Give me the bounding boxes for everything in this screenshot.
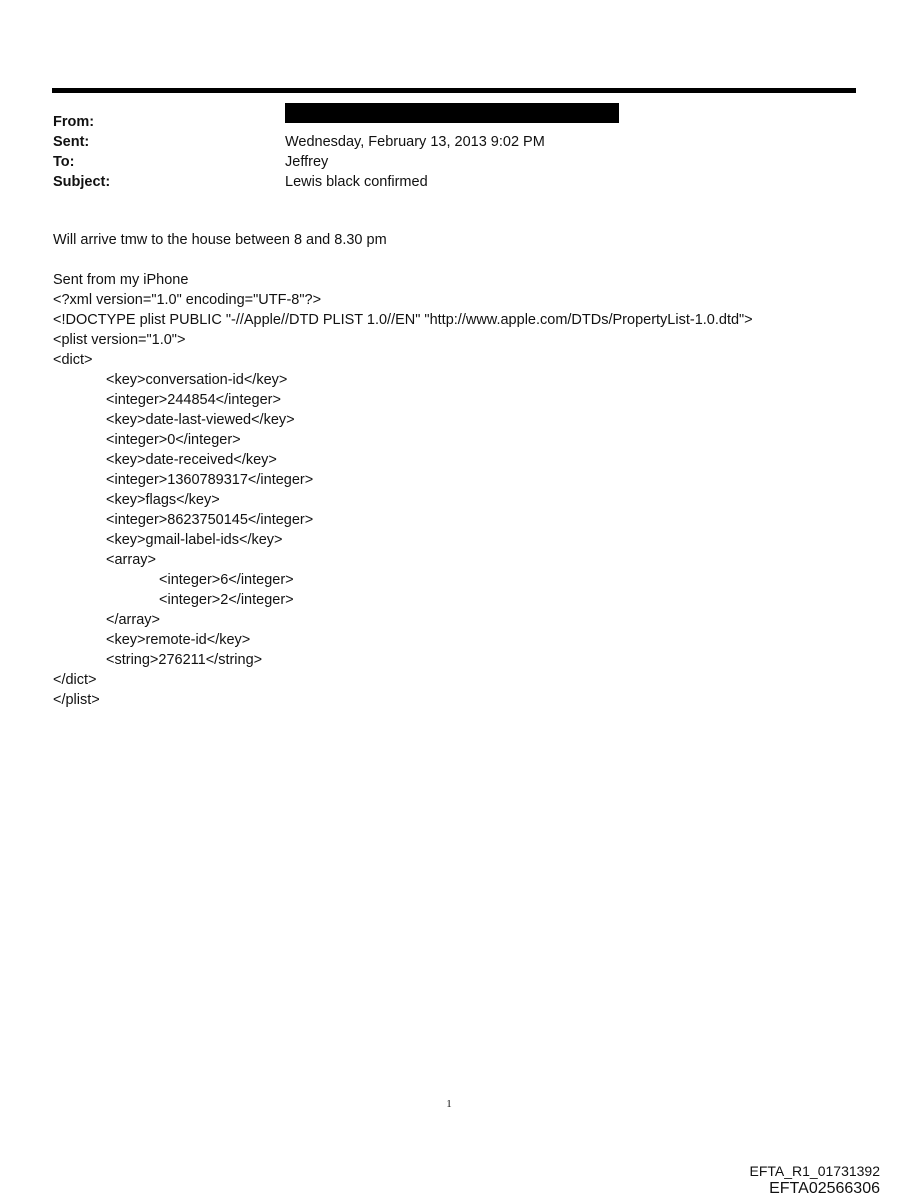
- message-text: Will arrive tmw to the house between 8 and 8.30 pm: [53, 232, 387, 248]
- xml-line: <integer>6</integer>: [159, 572, 294, 588]
- xml-line: <integer>2</integer>: [159, 592, 294, 608]
- xml-line: <string>276211</string>: [106, 652, 263, 668]
- sent-label: Sent:: [53, 134, 90, 150]
- header-rule: [52, 88, 856, 93]
- from-label: From:: [53, 114, 95, 130]
- xml-line: </dict>: [53, 672, 97, 688]
- sent-row: [53, 130, 853, 150]
- bates-stamp-secondary: EFTA02566306: [769, 1180, 880, 1197]
- subject-value: Lewis black confirmed: [285, 174, 428, 190]
- email-body: [53, 230, 853, 710]
- xml-line: <integer>244854</integer>: [106, 392, 281, 408]
- sent-value: Wednesday, February 13, 2013 9:02 PM: [285, 134, 545, 150]
- xml-line: <key>conversation-id</key>: [106, 372, 288, 388]
- from-value: [285, 106, 853, 130]
- from-row: [53, 110, 853, 130]
- xml-line: <key>flags</key>: [106, 492, 220, 508]
- xml-line: <key>remote-id</key>: [106, 632, 251, 648]
- xml-line: </array>: [106, 612, 160, 628]
- xml-line: <array>: [106, 552, 156, 568]
- xml-line: <key>date-last-viewed</key>: [106, 412, 295, 428]
- xml-line: <!DOCTYPE plist PUBLIC "-//Apple//DTD PLIST 1.0//EN" "http://www.apple.com/DTDs/PropertyList-1.0.dtd">: [53, 312, 753, 328]
- xml-line: <key>gmail-label-ids</key>: [106, 532, 283, 548]
- bates-stamp-primary: EFTA_R1_01731392: [749, 1163, 880, 1179]
- xml-line: <integer>8623750145</integer>: [106, 512, 314, 528]
- xml-line: <key>date-received</key>: [106, 452, 277, 468]
- redaction-bar: [285, 103, 619, 123]
- xml-line: <dict>: [53, 352, 93, 368]
- xml-line: <integer>1360789317</integer>: [106, 472, 314, 488]
- xml-line: <plist version="1.0">: [53, 332, 186, 348]
- signature-text: Sent from my iPhone: [53, 272, 189, 288]
- subject-row: [53, 170, 853, 190]
- to-value: Jeffrey: [285, 154, 329, 170]
- xml-line: <?xml version="1.0" encoding="UTF-8"?>: [53, 292, 322, 308]
- to-row: [53, 150, 853, 170]
- paragraph-gap: [53, 250, 853, 270]
- xml-line: </plist>: [53, 692, 100, 708]
- page-number: 1: [446, 1098, 452, 1110]
- email-header: [53, 110, 853, 190]
- subject-label: Subject:: [53, 174, 111, 190]
- xml-line: <integer>0</integer>: [106, 432, 241, 448]
- to-label: To:: [53, 154, 75, 170]
